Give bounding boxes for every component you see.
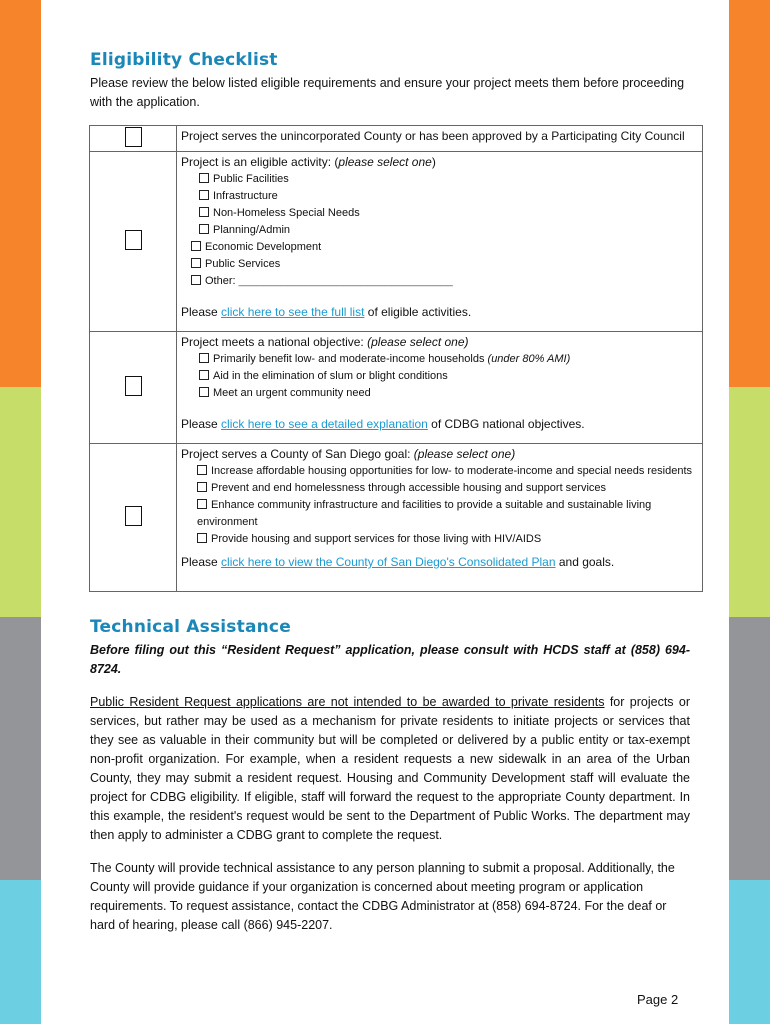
- right-band-orange: [729, 0, 770, 387]
- left-band-orange: [0, 0, 41, 387]
- checkbox-icon[interactable]: [191, 258, 201, 268]
- option-economic-development[interactable]: [181, 239, 698, 256]
- paragraph-text: for projects or services, but rather may be used as a mechanism for private residents to initiate projects or services that they see as valuable in their community but will be completed or delivered by a public entity or tax-exempt non-profit organization. For example, when a resident requests a new sidewalk in an area of the Urban County, they may submit a resident request. Housing and Community Development staff will evaluate the project for CDBG eligibility. If eligible, staff will forward the request to the appropriate County department. In this example, the resident's request would be sent to the Department of Public Works. The department may then apply to administer a CDBG grant to complete the request.: [90, 695, 690, 842]
- note-prefix: Please: [181, 417, 222, 431]
- note-prefix: Please: [181, 305, 222, 319]
- heading-prefix: Project serves a County of San Diego goal:: [181, 447, 414, 461]
- checkbox-county[interactable]: [125, 127, 142, 147]
- heading-prefix: Project is an eligible activity: (: [181, 155, 339, 169]
- option-label: Prevent and end homelessness through accessible housing and support services: [211, 482, 607, 494]
- option-label: Planning/Admin: [213, 224, 291, 236]
- note-suffix: and goals.: [555, 555, 615, 569]
- goal-note: [181, 554, 698, 571]
- heading-italic: (please select one): [367, 335, 469, 349]
- option-label: Public Facilities: [213, 173, 289, 185]
- checkbox-icon[interactable]: [197, 465, 207, 475]
- objective-heading: [181, 334, 698, 351]
- activity-heading: [181, 154, 698, 171]
- checklist-row-activity: [90, 152, 703, 332]
- full-list-link[interactable]: click here to see the full list: [221, 305, 365, 319]
- eligibility-table: [89, 125, 703, 592]
- checkbox-activity[interactable]: [125, 230, 142, 250]
- technical-title: Technical Assistance: [90, 617, 291, 637]
- checkbox-icon[interactable]: [197, 533, 207, 543]
- page-number: Page 2: [637, 992, 679, 1007]
- note-suffix: of CDBG national objectives.: [427, 417, 585, 431]
- right-band-green: [729, 387, 770, 617]
- right-band-gray: [729, 617, 770, 880]
- checkbox-cell: [90, 152, 177, 332]
- checkbox-icon[interactable]: [197, 482, 207, 492]
- checkbox-icon[interactable]: [199, 173, 209, 183]
- checkbox-cell: [90, 444, 177, 592]
- checkbox-icon[interactable]: [197, 499, 207, 509]
- option-non-homeless[interactable]: [181, 205, 698, 222]
- spacer: [181, 290, 698, 304]
- eligibility-title: Eligibility Checklist: [90, 50, 278, 70]
- checkbox-icon[interactable]: [199, 353, 209, 363]
- option-label: Economic Development: [205, 241, 322, 253]
- technical-lead: Before filing out this “Resident Request” application, please consult with HCDS staff at (858) 694-8724.: [90, 643, 690, 676]
- checkbox-icon[interactable]: [199, 224, 209, 234]
- goal-heading: [181, 446, 698, 463]
- heading-italic: please select one: [338, 155, 432, 169]
- checklist-row-national-objective: [90, 332, 703, 444]
- option-end-homelessness[interactable]: [181, 480, 698, 497]
- checkbox-icon[interactable]: [199, 370, 209, 380]
- option-other[interactable]: [181, 273, 698, 290]
- option-community-infrastructure[interactable]: [181, 497, 698, 531]
- note-prefix: Please: [181, 555, 222, 569]
- option-label: Non-Homeless Special Needs: [213, 207, 360, 219]
- checkbox-icon[interactable]: [191, 275, 201, 285]
- option-infrastructure[interactable]: [181, 188, 698, 205]
- technical-paragraph-2: The County will provide technical assistance to any person planning to submit a proposal. Additionally, the County will provide guidance if your organization is concerned about meeting program or application requirements. To request assistance, contact the CDBG Administrator at (858) 694-8724. For the deaf or hard of hearing, please call (866) 945-2207.: [90, 861, 675, 932]
- checklist-row-county: [90, 126, 703, 152]
- option-hiv-aids-housing[interactable]: [181, 531, 698, 548]
- row-text: Project serves the unincorporated County or has been approved by a Participating City Council: [177, 126, 703, 152]
- objective-note: [181, 416, 698, 433]
- option-label: Infrastructure: [213, 190, 278, 202]
- option-affordable-housing[interactable]: [181, 463, 698, 480]
- technical-paragraph-1: [90, 693, 690, 845]
- row-text: [177, 444, 703, 592]
- checkbox-icon[interactable]: [199, 190, 209, 200]
- page-content: [90, 50, 693, 935]
- left-band-gray: [0, 617, 41, 880]
- option-label: Primarily benefit low- and moderate-income households: [213, 353, 488, 365]
- checklist-row-county-goal: [90, 444, 703, 592]
- option-label: Public Services: [205, 258, 281, 270]
- note-suffix: of eligible activities.: [364, 305, 472, 319]
- heading-italic: (please select one): [413, 447, 516, 461]
- row-text: [177, 152, 703, 332]
- option-label: Increase affordable housing opportunities for low- to moderate-income and special needs residents: [211, 465, 693, 477]
- checkbox-icon[interactable]: [199, 387, 209, 397]
- option-slum-blight[interactable]: [181, 368, 698, 385]
- eligibility-intro: Please review the below listed eligible requirements and ensure your project meets them before proceeding with the application.: [90, 76, 685, 109]
- left-band-cyan: [0, 880, 41, 1024]
- consolidated-plan-link[interactable]: click here to view the County of San Diego's Consolidated Plan: [221, 555, 556, 569]
- option-public-services[interactable]: [181, 256, 698, 273]
- option-label: Other:: [205, 275, 236, 287]
- left-band-green: [0, 387, 41, 617]
- option-label: Provide housing and support services for those living with HIV/AIDS: [211, 533, 542, 545]
- heading-suffix: ): [431, 155, 436, 169]
- checkbox-icon[interactable]: [199, 207, 209, 217]
- spacer: [181, 402, 698, 416]
- checkbox-national-objective[interactable]: [125, 376, 142, 396]
- option-public-facilities[interactable]: [181, 171, 698, 188]
- checkbox-county-goal[interactable]: [125, 506, 142, 526]
- activity-note: [181, 304, 698, 321]
- right-band-cyan: [729, 880, 770, 1024]
- row-text: [177, 332, 703, 444]
- heading-prefix: Project meets a national objective:: [181, 335, 368, 349]
- detailed-explanation-link[interactable]: click here to see a detailed explanation: [221, 417, 428, 431]
- option-urgent-need[interactable]: [181, 385, 698, 402]
- option-label: Meet an urgent community need: [213, 387, 371, 399]
- option-label: Enhance community infrastructure and facilities to provide a suitable and sustainable living environment: [197, 499, 652, 528]
- other-blank-field[interactable]: ___________________________________: [238, 275, 453, 287]
- checkbox-cell: [90, 332, 177, 444]
- underlined-text: Public Resident Request applications are not intended to be awarded to private residents: [90, 695, 605, 709]
- checkbox-cell: [90, 126, 177, 152]
- option-planning-admin[interactable]: [181, 222, 698, 239]
- option-label: Aid in the elimination of slum or blight conditions: [213, 370, 448, 382]
- checkbox-icon[interactable]: [191, 241, 201, 251]
- option-low-moderate-income[interactable]: [181, 351, 698, 368]
- option-italic: (under 80% AMI): [487, 353, 571, 365]
